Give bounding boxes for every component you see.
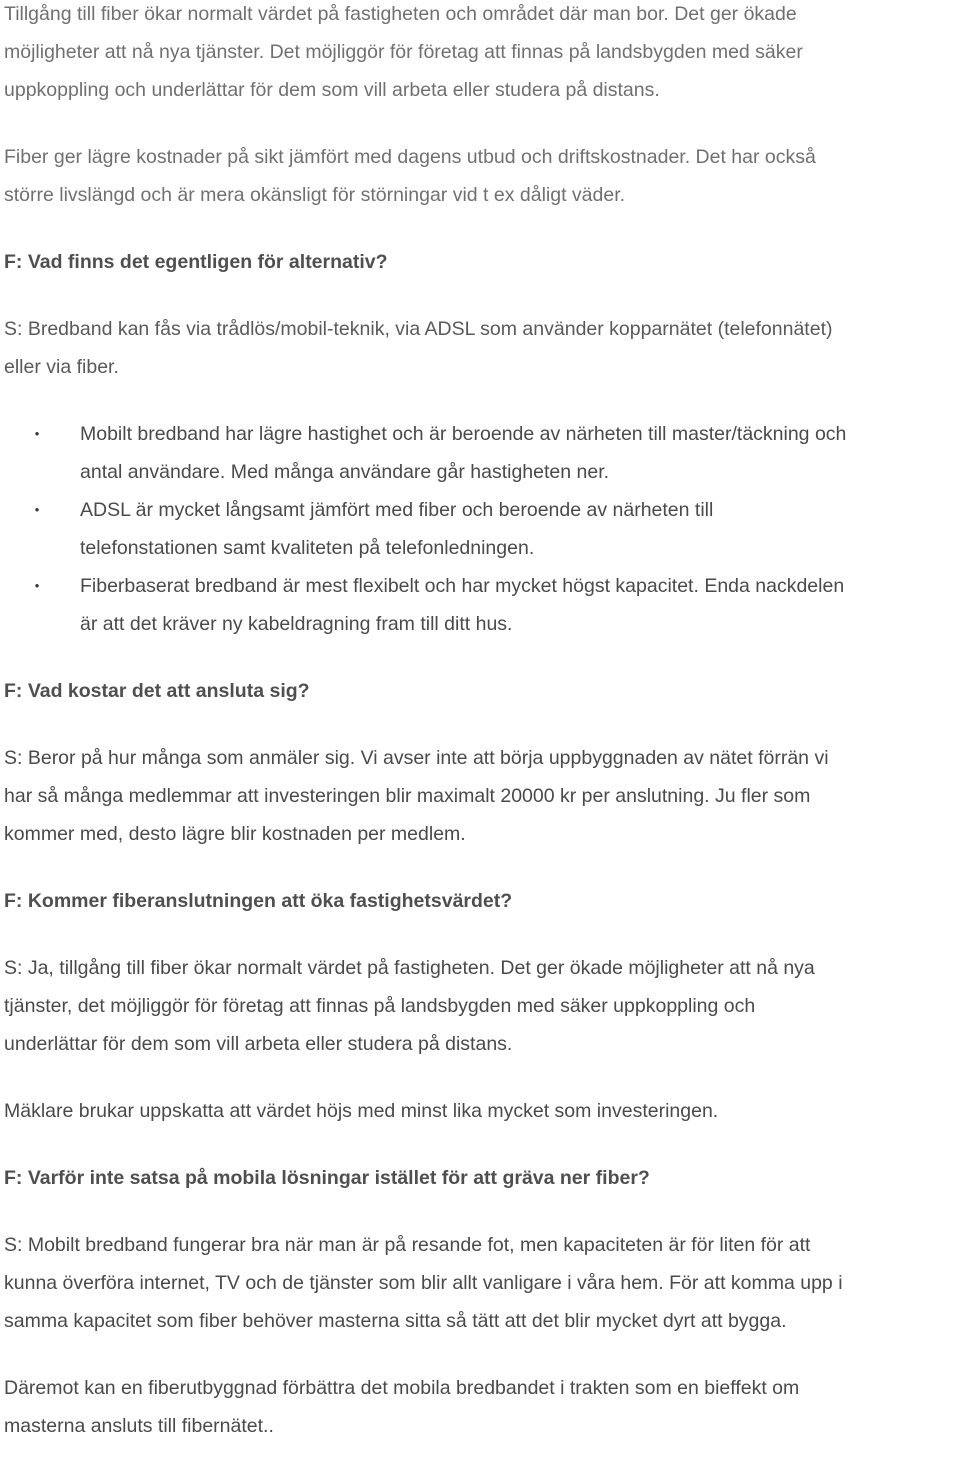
text-line: telefonstationen samt kvaliteten på telefonledningen.: [80, 537, 535, 559]
text-line: Mobilt bredband har lägre hastighet och är beroende av närheten till master/täckning och: [80, 423, 847, 445]
text-line: tjänster, det möjliggör för företag att finnas på landsbygden med säker uppkoppling och: [4, 995, 756, 1017]
text-line: S: Bredband kan fås via trådlös/mobil-teknik, via ADSL som använder kopparnätet (telefonnätet): [4, 318, 833, 340]
question-heading: F: Vad finns det egentligen för alternativ?: [4, 251, 388, 273]
text-line: möjligheter att nå nya tjänster. Det möjliggör för företag att finnas på landsbygden med säker: [4, 41, 803, 63]
list-item: [4, 415, 960, 491]
text-line: större livslängd och är mera okänsligt för störningar vid t ex dåligt väder.: [4, 184, 626, 206]
text-line: har så många medlemmar att investeringen blir maximalt 20000 kr per anslutning. Ju fler som: [4, 785, 811, 807]
text-line: är att det kräver ny kabeldragning fram till ditt hus.: [80, 613, 513, 635]
answer-paragraph: [4, 1226, 960, 1340]
alternatives-list: [4, 415, 960, 643]
text-line: samma kapacitet som fiber behöver masterna sitta så tätt att det blir mycket dyrt att bygga.: [4, 1310, 787, 1332]
text-line: S: Beror på hur många som anmäler sig. Vi avser inte att börja uppbyggnaden av nätet förrän vi: [4, 747, 829, 769]
text-line: Mäklare brukar uppskatta att värdet höjs med minst lika mycket som investeringen.: [4, 1100, 719, 1122]
question-heading: F: Vad kostar det att ansluta sig?: [4, 680, 310, 702]
answer-paragraph: [4, 949, 960, 1063]
text-line: ADSL är mycket långsamt jämfört med fiber och beroende av närheten till: [80, 499, 714, 521]
text-line: Tillgång till fiber ökar normalt värdet på fastigheten och området där man bor. Det ger ökade: [4, 3, 797, 25]
text-line: kunna överföra internet, TV och de tjänster som blir allt vanligare i våra hem. För att komma upp i: [4, 1272, 843, 1294]
text-line: underlättar för dem som vill arbeta eller studera på distans.: [4, 1033, 513, 1055]
question-heading: F: Varför inte satsa på mobila lösningar istället för att gräva ner fiber?: [4, 1167, 650, 1189]
note-paragraph: [4, 1092, 960, 1130]
list-item: [4, 567, 960, 643]
answer-paragraph: [4, 310, 960, 386]
text-line: Däremot kan en fiberutbyggnad förbättra det mobila bredbandet i trakten som en bieffekt om: [4, 1377, 800, 1399]
text-line: eller via fiber.: [4, 356, 119, 378]
question-heading: F: Kommer fiberanslutningen att öka fastighetsvärdet?: [4, 890, 513, 912]
answer-paragraph: [4, 739, 960, 853]
note-paragraph: [4, 1369, 960, 1445]
text-line: Fiberbaserat bredband är mest flexibelt och har mycket högst kapacitet. Enda nackdelen: [80, 575, 845, 597]
text-line: masterna ansluts till fibernätet..: [4, 1415, 274, 1437]
text-line: uppkoppling och underlättar för dem som vill arbeta eller studera på distans.: [4, 79, 660, 101]
intro-paragraph-1: [4, 0, 960, 109]
bullet-icon: •: [34, 426, 40, 441]
text-line: S: Ja, tillgång till fiber ökar normalt värdet på fastigheten. Det ger ökade möjligheter att nå nya: [4, 957, 815, 979]
bullet-icon: •: [34, 502, 40, 517]
text-line: kommer med, desto lägre blir kostnaden per medlem.: [4, 823, 466, 845]
text-line: S: Mobilt bredband fungerar bra när man är på resande fot, men kapaciteten är för liten för att: [4, 1234, 811, 1256]
bullet-icon: •: [34, 578, 40, 593]
text-line: antal användare. Med många användare går hastigheten ner.: [80, 461, 610, 483]
intro-paragraph-2: [4, 138, 960, 214]
list-item: [4, 491, 960, 567]
text-line: Fiber ger lägre kostnader på sikt jämfört med dagens utbud och driftskostnader. Det har också: [4, 146, 816, 168]
document-body: [4, 0, 960, 1474]
